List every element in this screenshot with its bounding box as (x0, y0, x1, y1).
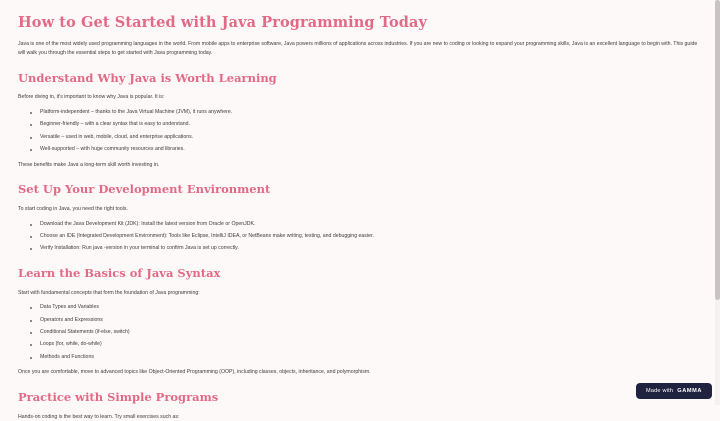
badge-prefix-label: Made with (645, 388, 674, 394)
section-bullets-1 (18, 109, 698, 154)
section-lead-3: Start with fundamental concepts that form the foundation of Java programming: (18, 289, 200, 296)
section-bullets-2 (18, 221, 698, 253)
badge-brand-label: GAMMA (677, 388, 702, 394)
section-heading-2: Set Up Your Development Environment (18, 182, 271, 197)
list-item: Download the Java Development Kit (JDK): Install the latest version from Oracle or OpenJDK. (18, 221, 698, 229)
list-item: Well-supported – with huge community resources and libraries. (18, 146, 698, 154)
section-closing-3: Once you are comfortable, move to advanced topics like Object-Oriented Programming (OOP), including classes, objects, inheritance, and polymorphism. (18, 369, 371, 376)
list-item: Beginner-friendly – with a clear syntax that is easy to understand. (18, 121, 698, 129)
list-item: Choose an IDE (Integrated Development Environment): Tools like Eclipse, IntelliJ IDEA, or NetBeans make writing, testing, and debugging easier. (18, 233, 698, 241)
scrollbar-thumb[interactable] (715, 0, 720, 300)
section-heading-1: Understand Why Java is Worth Learning (18, 70, 277, 85)
made-with-gamma-badge[interactable] (636, 383, 712, 399)
list-item: Verify Installation: Run java -version in your terminal to confirm Java is set up correctly. (18, 245, 698, 253)
section-closing-1: These benefits make Java a long-term skill worth investing in. (18, 161, 160, 168)
section-bullets-3 (18, 304, 698, 361)
list-item: Conditional Statements (if-else, switch) (18, 329, 698, 337)
scrollbar-track[interactable] (715, 0, 720, 405)
section-lead-2: To start coding in Java, you need the right tools. (18, 205, 128, 212)
list-item: Versatile – used in web, mobile, cloud, and enterprise applications. (18, 134, 698, 142)
section-heading-4: Practice with Simple Programs (18, 389, 219, 404)
list-item: Methods and Functions (18, 354, 698, 362)
section-lead-4: Hands-on coding is the best way to learn. Try small exercises such as: (18, 413, 180, 420)
list-item: Loops (for, while, do-while) (18, 341, 698, 349)
page-title: How to Get Started with Java Programming Today (18, 14, 428, 31)
intro-paragraph: Java is one of the most widely used programming languages in the world. From mobile apps to enterprise software, Java powers millions of applications across industries. If you are new to coding or looking to expand your programming skills, Java is an excellent language to begin with. This guide will walk you through the essential steps to get started with Java programming today. (18, 41, 698, 56)
list-item: Data Types and Variables (18, 304, 698, 312)
section-lead-1: Before diving in, it's important to know why Java is popular. It is: (18, 94, 165, 101)
list-item: Platform-independent – thanks to the Java Virtual Machine (JVM), it runs anywhere. (18, 109, 698, 117)
section-heading-3: Learn the Basics of Java Syntax (18, 265, 221, 280)
list-item: Operators and Expressions (18, 317, 698, 325)
